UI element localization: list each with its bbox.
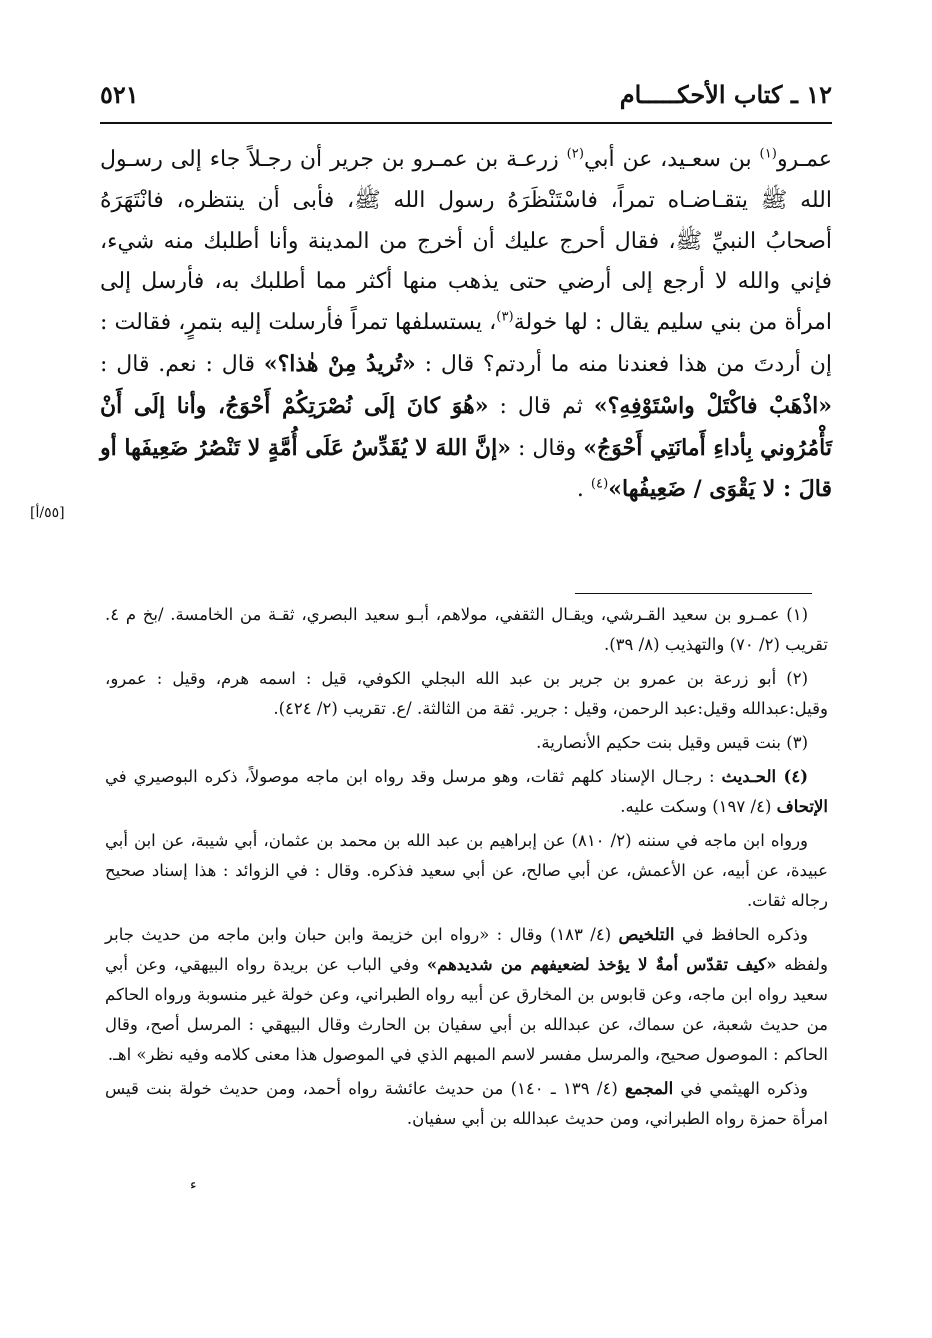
prophet-quote-1: «تُريدُ مِنْ هٰذا؟» — [263, 350, 416, 377]
page-number: ٥٢١ — [100, 80, 139, 109]
footnote-ref-2: (٢) — [566, 146, 585, 162]
hadith-paragraph: عمـرو$^{(١)}$ بن سعـيد، عن أبي$^{(٢)}$ زرعـة بن عمـرو بن جرير أن رجـلاً جاء إلى رسـول الله ﷺ يتقـاضـاه تمراً، فاسْتَنْظَرَهُ رسول الله ﷺ، فأبى أن ينتظره، فانْتَهَرَهُ أصحابُ النبيِّ ﷺ، فقال أحرج عليك أن أخرج من المدينة وأنا أطلبك منه شيء، فإني والله لا أرجع إلى أرضي حتى يذهب منها أكثر مما أطلبك به، فأرسل إلى امرأة من بني سليم يقال : لها خولة$^{(٣)}$، يستسلفها تمراً فأرسلت إليه بتمرٍ، فقالت : إن أردتَ من هذا فعندنا منه ما أردتم؟ قال : «تُريدُ مِنْ هٰذا؟» قال : نعم. قال : «اذْهَبْ فاكْتَلْ واسْتَوْفِهِ؟» ثم قال : «هُوَ كانَ إلَى نُصْرَتِكُمْ أَحْوَجُ، وأنا إلَى أَنْ تَأْمُرُوني بِأداءِ أَمانَتِي أَحْوَجُ» وقال : «إنَّ اللهَ لا يُقَدِّسُ عَلَى أُمَّةٍ لا تَنْصُرُ ضَعِيفَها أو قالَ : لا يَقْوَى / ضَعِيفُها»$^{(٤)}$ . — [100, 146, 832, 503]
footnote-ref-3: (٣) — [496, 309, 514, 325]
prophet-quote-3: «هُوَ كانَ إلَى نُصْرَتِكُمْ أَحْوَجُ، وأنا إلَى أَنْ تَأْمُرُوني بِأداءِ أَمانَتِي أَحْوَجُ» — [100, 392, 832, 461]
footnote-1: (١) عمـرو بن سعيد القـرشي، ويقـال الثقفي، مولاهم، أبـو سعيد البصري، ثقـة من الخامسة. /بخ م ٤. تقريب (٢/ ٧٠) والتهذيب (٨/ ٣٩). — [105, 605, 828, 654]
footnote-4-majma: وذكره الهيثمي في المجمع (٤/ ١٣٩ ـ ١٤٠) من حديث عائشة رواه أحمد، ومن حديث خولة بنت قيس امرأة حمزة رواه الطبراني، ومن حديث عبدالله بن أبي سفيان. — [105, 1079, 828, 1128]
footnote-3: (٣) بنت قيس وقيل بنت حكيم الأنصارية. — [536, 733, 808, 752]
footnote-rule — [575, 593, 812, 594]
prophet-quote-2: «اذْهَبْ فاكْتَلْ واسْتَوْفِهِ؟» — [593, 392, 832, 419]
footnote-ref-1: (١) — [759, 146, 777, 162]
footnote-2: (٢) أبو زرعة بن عمرو بن جرير بن عبد الله البجلي الكوفي، قيل : اسمه هرم، وقيل : عمرو، وقيل:عبدالله وقيل:عبد الرحمن، وقيل : جرير. ثقة من الثالثة. /ع. تقريب (٢/ ٤٢٤). — [105, 669, 828, 718]
footnote-4: (٤) الحـديث : رجـال الإسناد كلهم ثقات، وهو مرسل وقد رواه ابن ماجه موصولاً، ذكره البوصيري في الإتحاف (٤/ ١٩٧) وسكت عليه. — [105, 767, 828, 816]
prophet-quote-4: «إنَّ اللهَ لا يُقَدِّسُ عَلَى أُمَّةٍ لا تَنْصُرُ ضَعِيفَها أو قالَ : لا يَقْوَى / ضَعِيفُها» — [100, 434, 832, 503]
footnote-ref-4: (٤) — [590, 477, 609, 493]
footnote-4-ibn-majah: ورواه ابن ماجه في سننه (٢/ ٨١٠) عن إبراهيم بن عبد الله بن محمد بن عثمان، أبي شيبة، عن ابن أبي عبيدة، عن أبيه، عن الأعمش، عن أبي صالح، عن أبي سعيد فذكره. وقال : في الزوائد : هذا إسناد صحيح رجاله ثقات. — [105, 831, 828, 910]
footnote-4-talkhis: وذكره الحافظ في التلخيص (٤/ ١٨٣) وقال : «رواه ابن خزيمة وابن حبان وابن ماجه من حديث جابر ولفظه «كيف تقدّس أمةٌ لا يؤخذ لضعيفهم من شديدهم» وفي الباب عن بريدة رواه البيهقي، وعن أبي سعيد رواه ابن ماجه، وعن قابوس بن المخارق عن أبيه رواه الطبراني، وعن خولة غير منسوبة ورواه الحاكم من حديث شعبة، عن سماك، عن عبدالله بن أبي سفيان بن الحارث وقال البيهقي : المرسل أصح، وقال الحاكم : الموصول صحيح، والمرسل مفسر لاسم المبهم الذي في الموصول هذا معنى كلامه وفيه نظر» اهـ. — [105, 925, 828, 1064]
header-rule — [100, 122, 832, 124]
main-text — [100, 140, 832, 511]
stray-mark: ء — [190, 1177, 197, 1193]
footnotes — [105, 600, 828, 1138]
page-header — [100, 80, 832, 114]
manuscript-folio-ref: [٥٥/أ] — [30, 505, 65, 521]
chapter-title: ١٢ ـ كتاب الأحكـــــام — [619, 80, 832, 109]
